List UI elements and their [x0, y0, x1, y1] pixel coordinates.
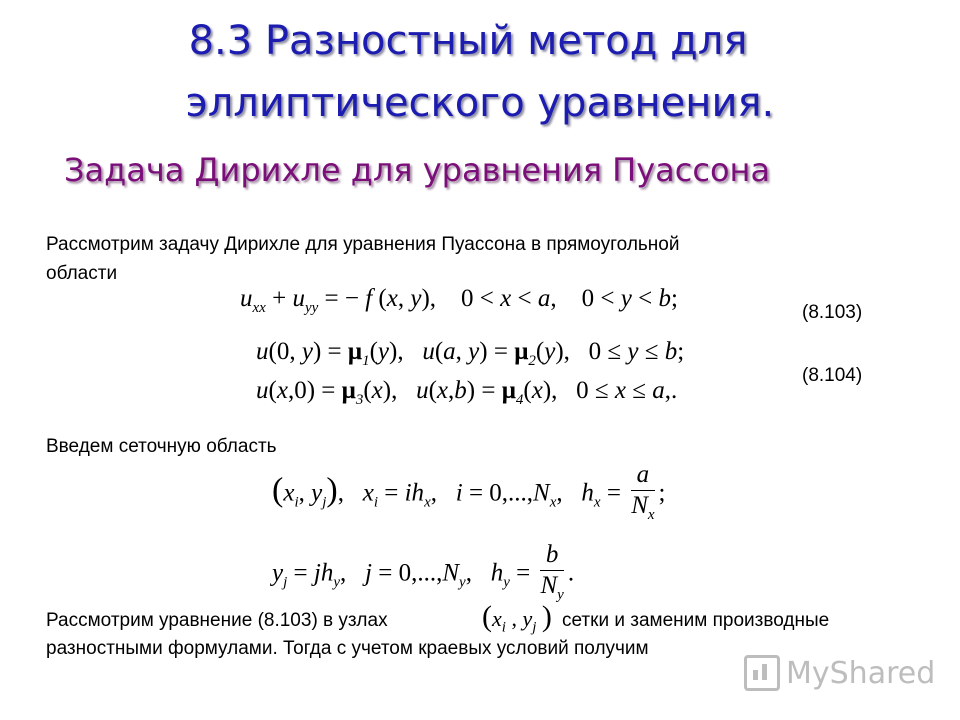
- slide-title-line1: 8.3 Разностный метод для: [188, 18, 748, 64]
- watermark-text: MyShared: [786, 655, 936, 691]
- equation-number-8-103: (8.103): [802, 302, 863, 323]
- slide-subtitle: Задача Дирихле для уравнения Пуассона: [64, 151, 771, 189]
- paragraph-1-line2: области: [46, 263, 118, 284]
- equation-poisson: $u_{xx} + u_{yy}$ = − f (x, y), 0 < x < a, 0 < y < b;: [240, 285, 678, 316]
- equation-grid-x: ($x_i$, $y_j$), $x_i = ih_x$, $i = 0,...,N_x$, $h_x$ = $\frac{a}{N_x}$ ;: [272, 460, 666, 530]
- watermark-logo: [744, 655, 935, 691]
- paragraph-2: Введем сеточную область: [46, 436, 277, 457]
- paragraph-1-line1: Рассмотрим задачу Дирихле для уравнения Пуассона в прямоугольной: [46, 234, 680, 255]
- chart-box-icon: [744, 655, 780, 691]
- paragraph-3-line1-a: Рассмотрим уравнение (8.103) в узлах: [46, 610, 388, 631]
- paragraph-3-line1-b: сетки и заменим производные: [562, 610, 830, 631]
- paragraph-3-line2: разностными формулами. Тогда с учетом краевых условий получим: [46, 638, 649, 659]
- equation-boundary-2: $u(x,0) = \mu_3(x)$, $u(x,b) = \mu_4(x)$, 0 ≤ x ≤ a,.: [256, 377, 678, 408]
- equation-grid-y: $y_j = jh_y$, $j = 0,...,N_y$, $h_y$ = $\frac{b}{N_y}$ .: [272, 540, 574, 610]
- slide-title-line2: эллиптического уравнения.: [185, 80, 775, 126]
- equation-boundary-1: u(0, $y) = \mu_1(y)$, u(a, $y) = \mu_2(y)$, 0 ≤ y ≤ b;: [256, 338, 685, 369]
- inline-node-formula: ($x_i$ , $y_j$ ): [482, 600, 552, 636]
- equation-number-8-104: (8.104): [802, 365, 863, 386]
